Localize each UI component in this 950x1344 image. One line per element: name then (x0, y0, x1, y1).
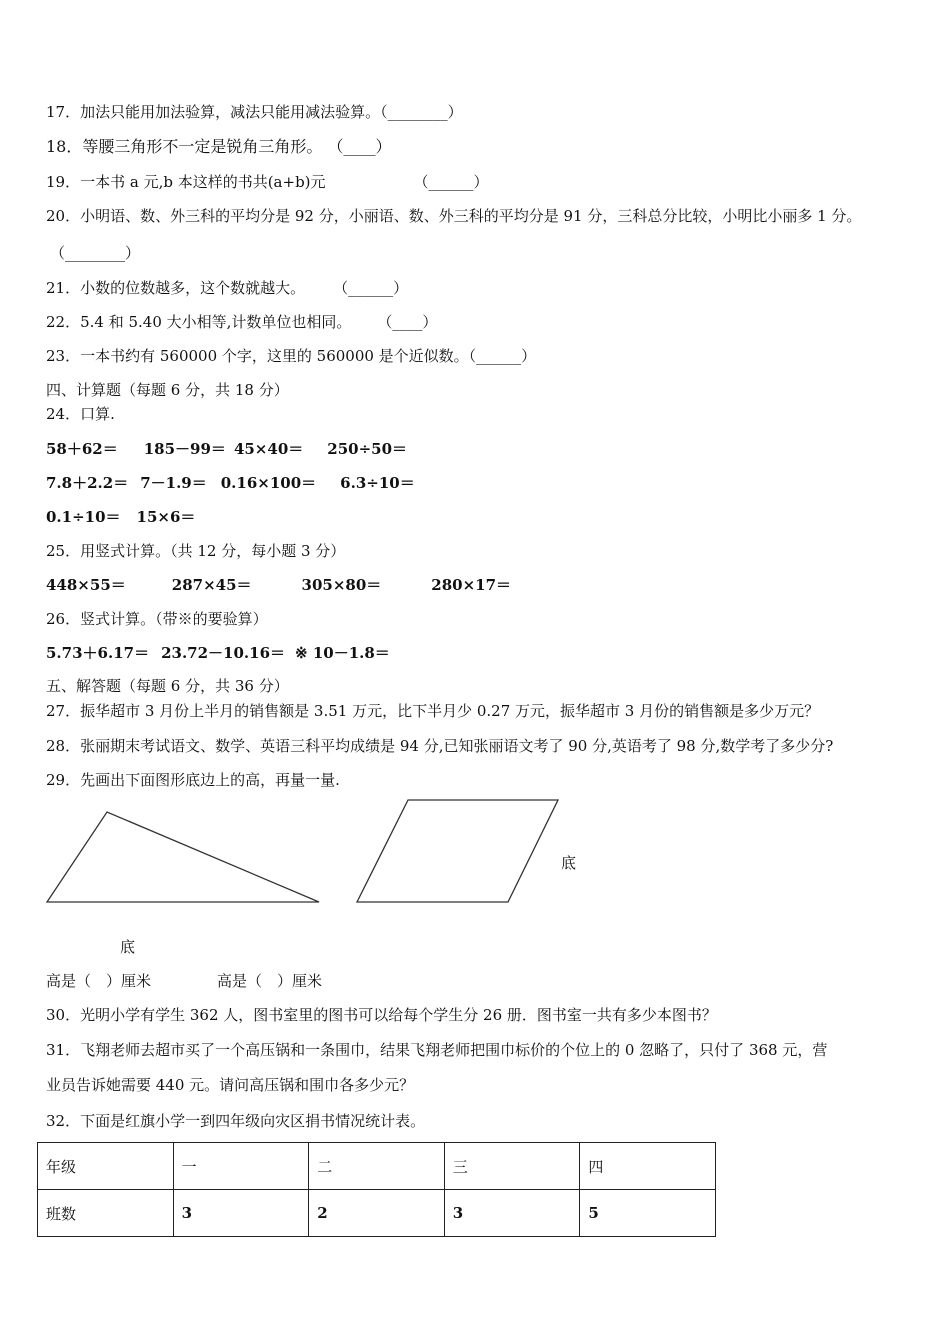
question-23: 23．一本书约有 560000 个字，这里的 560000 是个近似数。（______） (46, 347, 537, 365)
table-cell: 二 (309, 1143, 445, 1190)
question-32-title: 32．下面是红旗小学一到四年级向灾区捐书情况统计表。 (46, 1112, 426, 1130)
vertical-calc-row (46, 643, 390, 663)
question-18: 18．等腰三角形不一定是锐角三角形。 （____） (46, 137, 392, 156)
calc-item: 0.1÷10＝ (46, 508, 121, 526)
question-25-title: 25．用竖式计算。（共 12 分，每小题 3 分） (46, 542, 346, 560)
question-22 (46, 312, 437, 332)
question-26-title: 26．竖式计算。（带※的要验算） (46, 610, 268, 628)
calc-item: 5.73＋6.17＝ (46, 644, 150, 662)
height-answers (46, 971, 322, 991)
donation-table (37, 1142, 716, 1237)
table-cell: 班数 (38, 1190, 174, 1237)
question-24-title: 24．口算. (46, 405, 115, 423)
triangle-base-label: 底 (120, 938, 136, 956)
parallelogram-height-blank: 高是（ ）厘米 (217, 972, 323, 990)
calc-item: 45×40＝ (233, 440, 304, 458)
table-row (38, 1190, 716, 1237)
table-cell: 三 (444, 1143, 580, 1190)
section-5-heading: 五、解答题（每题 6 分，共 36 分） (46, 677, 289, 695)
question-31-line-2: 业员告诉她需要 440 元。请问高压锅和围巾各多少元？ (46, 1076, 415, 1094)
question-22-text: 22．5.4 和 5.40 大小相等,计数单位也相同。 (46, 313, 352, 331)
table-cell: 3 (444, 1190, 580, 1237)
calc-item: 448×55＝ (46, 576, 126, 594)
table-row (38, 1143, 716, 1190)
question-29-title: 29．先画出下面图形底边上的高，再量一量. (46, 771, 340, 789)
triangle-height-blank: 高是（ ）厘米 (46, 972, 152, 990)
question-19 (46, 172, 489, 192)
table-cell: 2 (309, 1190, 445, 1237)
question-28: 28．张丽期末考试语文、数学、英语三科平均成绩是 94 分,已知张丽语文考了 90 分,英语考了 98 分,数学考了多少分? (46, 737, 834, 755)
parallelogram-figure (357, 800, 558, 902)
oral-calc-row (46, 507, 195, 527)
calc-item: 6.3÷10＝ (340, 474, 415, 492)
calc-item: 0.16×100＝ (220, 474, 317, 492)
vertical-calc-row (46, 575, 511, 595)
question-19-text: 19．一本书 a 元,b 本这样的书共(a+b)元 (46, 173, 326, 191)
question-21 (46, 278, 408, 298)
table-cell: 四 (580, 1143, 716, 1190)
table-cell: 一 (173, 1143, 309, 1190)
calc-item: ※ 10－1.8＝ (295, 644, 390, 662)
question-20: 20．小明语、数、外三科的平均分是 92 分，小丽语、数、外三科的平均分是 91 分，三科总分比较，小明比小丽多 1 分。 (46, 207, 862, 225)
question-27: 27．振华超市 3 月份上半月的销售额是 3.51 万元，比下半月少 0.27 万元，振华超市 3 月份的销售额是多少万元？ (46, 702, 820, 720)
calc-item: 23.72－10.16＝ (161, 644, 286, 662)
question-20-blank: （________） (50, 244, 141, 262)
question-30: 30．光明小学有学生 362 人，图书室里的图书可以给每个学生分 26 册．图书室一共有多少本图书？ (46, 1006, 717, 1024)
calc-item: 185－99＝ (143, 440, 226, 458)
calc-item: 305×80＝ (301, 576, 382, 594)
table-cell: 年级 (38, 1143, 174, 1190)
calc-item: 280×17＝ (431, 576, 512, 594)
question-19-blank: （______） (413, 173, 489, 191)
table-cell: 3 (173, 1190, 309, 1237)
calc-item: 7－1.9＝ (140, 474, 207, 492)
table-cell: 5 (580, 1190, 716, 1237)
calc-item: 58＋62＝ (46, 440, 118, 458)
oral-calc-row (46, 439, 407, 459)
parallelogram-base-label: 底 (561, 854, 577, 872)
oral-calc-row (46, 473, 415, 493)
question-22-blank: （____） (377, 313, 438, 331)
question-21-blank: （______） (333, 279, 409, 297)
calc-item: 7.8＋2.2＝ (46, 474, 129, 492)
question-31-line-1: 31．飞翔老师去超市买了一个高压锅和一条围巾，结果飞翔老师把围巾标价的个位上的 0 忽略了，只付了 368 元，营 (46, 1041, 828, 1059)
section-4-heading: 四、计算题（每题 6 分，共 18 分） (46, 381, 289, 399)
calc-item: 15×6＝ (136, 508, 196, 526)
calc-item: 287×45＝ (171, 576, 252, 594)
triangle-figure (47, 812, 319, 902)
calc-item: 250÷50＝ (327, 440, 408, 458)
question-17: 17．加法只能用加法验算，减法只能用减法验算。（________） (46, 103, 463, 121)
question-21-text: 21．小数的位数越多，这个数就越大。 (46, 279, 306, 297)
